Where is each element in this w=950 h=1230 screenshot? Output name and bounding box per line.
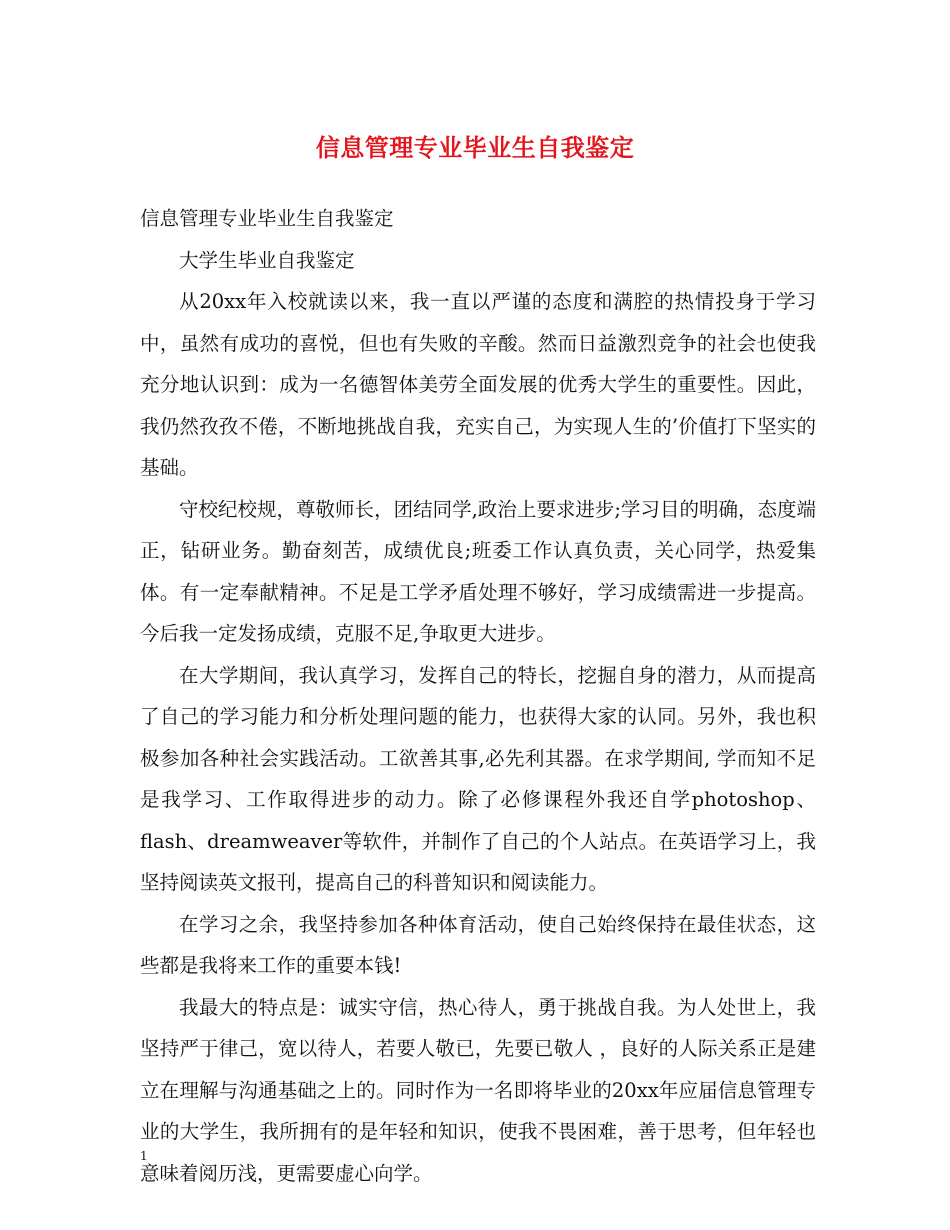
subtitle-paragraph: 信息管理专业毕业生自我鉴定 — [140, 207, 394, 230]
page-number: 1 — [140, 1149, 148, 1163]
body-paragraph: 从20xx年入校就读以来，我一直以严谨的态度和满腔的热情投身于学习中，虽然有成功的喜悦，但也有失败的辛酸。然而日益激烈竞争的社会也使我充分地认识到：成为一名德智体美劳全面发展的优秀大学生的重要性。因此，我仍然孜孜不倦，不断地挑战自我，充实自己，为实现人生的’价值打下坚实的基础。 — [140, 290, 816, 479]
document-body — [140, 198, 816, 1194]
body-paragraph: 守校纪校规，尊敬师长，团结同学,政治上要求进步;学习目的明确，态度端正，钻研业务。勤奋刻苦，成绩优良;班委工作认真负责，关心同学，热爱集体。有一定奉献精神。不足是工学矛盾处理不够好，学习成绩需进一步提高。今后我一定发扬成绩，克服不足,争取更大进步。 — [140, 497, 816, 645]
body-paragraph: 我最大的特点是：诚实守信，热心待人，勇于挑战自我。为人处世上，我坚持严于律己，宽以待人，若要人敬已，先要已敬人 ，良好的人际关系正是建立在理解与沟通基础之上的。同时作为一名即将毕业的20xx年应届信息管理专业的大学生，我所拥有的是年轻和知识，使我不畏困难，善于思考，但年轻也意味着阅历浅，更需要虚心向学。 — [140, 995, 816, 1185]
body-paragraph: 在大学期间，我认真学习，发挥自己的特长，挖掘自身的潜力，从而提高了自己的学习能力和分析处理问题的能力，也获得大家的认同。另外，我也积极参加各种社会实践活动。工欲善其事,必先利其器。在求学期间, 学而知不足是我学习、工作取得进步的动力。除了必修课程外我还自学photoshop、flash、dreamweaver等软件，并制作了自己的个人站点。在英语学习上，我坚持阅读英文报刊，提高自己的科普知识和阅读能力。 — [140, 663, 816, 894]
body-paragraph: 在学习之余，我坚持参加各种体育活动，使自己始终保持在最佳状态，这些都是我将来工作的重要本钱! — [140, 912, 816, 977]
document-title: 信息管理专业毕业生自我鉴定 — [315, 133, 635, 162]
section-heading-paragraph: 大学生毕业自我鉴定 — [179, 248, 355, 272]
